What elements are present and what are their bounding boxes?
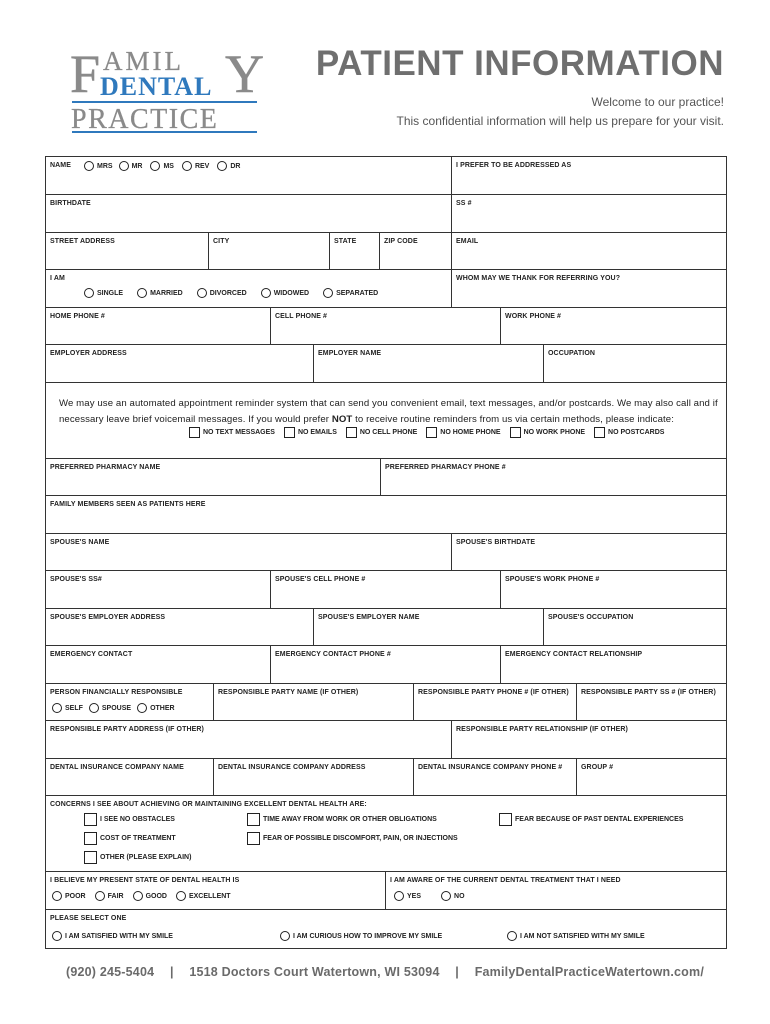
not-satisfied-smile-option[interactable]: I AM NOT SATISFIED WITH MY SMILE [507,931,645,941]
insurance-name-label: DENTAL INSURANCE COMPANY NAME [50,764,184,771]
family-members-label: FAMILY MEMBERS SEEN AS PATIENTS HERE [50,501,206,508]
state-cell[interactable] [329,233,379,269]
name-label: NAME [50,162,72,169]
radio-icon[interactable] [150,161,160,171]
emergency-row [46,646,726,684]
footer-address: 1518 Doctors Court Watertown, WI 53094 [189,965,440,979]
spouse-occupation-cell[interactable] [543,609,726,645]
footer-website[interactable]: FamilyDentalPracticeWatertown.com/ [474,965,705,979]
cell-phone-cell[interactable] [270,308,500,344]
employer-name-cell[interactable] [313,345,543,382]
radio-icon[interactable] [137,288,147,298]
checkbox-icon[interactable] [346,427,357,438]
svg-text:DENTAL: DENTAL [100,72,213,101]
family-members-cell[interactable] [46,496,726,533]
pharmacy-row [46,459,726,496]
concerns-label: CONCERNS I SEE ABOUT ACHIEVING OR MAINTAINING EXCELLENT DENTAL HEALTH ARE: [50,801,367,808]
self-option[interactable]: SELF [52,703,83,713]
ss-label: SS # [456,200,472,207]
radio-icon[interactable] [217,161,227,171]
spouse-employer-name-label: SPOUSE'S EMPLOYER NAME [318,614,420,621]
name-cell[interactable] [46,157,451,194]
radio-icon[interactable] [507,931,517,941]
spouse-employer-row [46,609,726,646]
select-one-label: PLEASE SELECT ONE [50,915,127,922]
checkbox-icon[interactable] [84,851,97,864]
work-phone-label: WORK PHONE # [505,313,562,320]
spouse-birthdate-cell[interactable] [451,534,726,570]
checkbox-icon[interactable] [284,427,295,438]
spouse-occupation-label: SPOUSE'S OCCUPATION [548,614,634,621]
no-option[interactable]: NO [441,891,465,901]
i-am-label: I AM [50,275,65,282]
responsible-relationship-cell[interactable] [451,721,726,758]
emergency-contact-cell[interactable] [46,646,270,683]
radio-icon[interactable] [261,288,271,298]
radio-icon[interactable] [52,891,62,901]
checkbox-icon[interactable] [499,813,512,826]
zip-code-cell[interactable] [379,233,451,269]
pharmacy-phone-label: PREFERRED PHARMACY PHONE # [385,464,506,471]
title-mr-option[interactable]: MR [119,161,143,171]
radio-icon[interactable] [441,891,451,901]
svg-text:F: F [70,44,101,104]
radio-icon[interactable] [197,288,207,298]
concerns-row [46,796,726,872]
svg-text:Y: Y [225,44,264,104]
name-row [46,157,726,195]
aware-treatment-cell [385,872,726,909]
occupation-cell[interactable] [543,345,726,382]
reminder-preferences-row [46,383,726,459]
checkbox-icon[interactable] [84,813,97,826]
responsible-phone-cell[interactable] [413,684,576,720]
marital-status-cell [46,270,451,307]
financially-responsible-cell [46,684,213,720]
birthdate-cell[interactable] [46,195,451,232]
radio-icon[interactable] [52,931,62,941]
responsible-address-cell[interactable] [46,721,451,758]
checkbox-icon[interactable] [247,832,260,845]
insurance-phone-cell[interactable] [413,759,576,795]
responsible-ss-label: RESPONSIBLE PARTY SS # (IF OTHER) [581,689,716,696]
radio-icon[interactable] [137,703,147,713]
radio-icon[interactable] [84,161,94,171]
referral-label: WHOM MAY WE THANK FOR REFERRING YOU? [456,275,621,282]
group-number-label: GROUP # [581,764,614,771]
checkbox-icon[interactable] [84,832,97,845]
employer-name-label: EMPLOYER NAME [318,350,382,357]
spouse-name-label: SPOUSE'S NAME [50,539,110,546]
svg-text:PRACTICE: PRACTICE [71,104,219,135]
radio-icon[interactable] [95,891,105,901]
svg-text:AMIL: AMIL [103,46,184,76]
poor-option[interactable]: POOR [52,891,86,901]
married-option[interactable]: MARRIED [137,288,183,298]
radio-icon[interactable] [323,288,333,298]
insurance-address-label: DENTAL INSURANCE COMPANY ADDRESS [218,764,366,771]
birthdate-label: BIRTHDATE [50,200,91,207]
spouse-option[interactable]: SPOUSE [89,703,131,713]
spouse-name-row [46,534,726,571]
street-address-cell[interactable] [46,233,208,269]
radio-icon[interactable] [133,891,143,901]
spouse-ss-label: SPOUSE'S SS# [50,576,102,583]
home-phone-cell[interactable] [46,308,270,344]
radio-icon[interactable] [394,891,404,901]
checkbox-icon[interactable] [247,813,260,826]
footer-separator: | [169,965,174,979]
spouse-work-phone-label: SPOUSE'S WORK PHONE # [505,576,600,583]
pharmacy-name-cell[interactable] [46,459,380,495]
financial-responsibility-row [46,684,726,721]
title-mrs-option[interactable]: MRS [84,161,113,171]
family-members-row [46,496,726,534]
state-label: STATE [334,238,357,245]
group-number-cell[interactable] [576,759,726,795]
address-row [46,233,726,270]
fear-discomfort-option[interactable]: FEAR OF POSSIBLE DISCOMFORT, PAIN, OR INJECTIONS [247,832,458,845]
radio-icon[interactable] [119,161,129,171]
footer-phone: (920) 245-5404 [65,965,155,979]
preferred-name-label: I PREFER TO BE ADDRESSED AS [456,162,572,169]
radio-icon[interactable] [176,891,186,901]
financially-responsible-label: PERSON FINANCIALLY RESPONSIBLE [50,689,183,696]
radio-icon[interactable] [52,703,62,713]
spouse-employer-address-label: SPOUSE'S EMPLOYER ADDRESS [50,614,166,621]
divorced-option[interactable]: DIVORCED [197,288,247,298]
email-cell[interactable] [451,233,726,269]
no-obstacles-option[interactable]: I SEE NO OBSTACLES [84,813,175,826]
health-state-cell [46,872,385,909]
responsible-name-label: RESPONSIBLE PARTY NAME (IF OTHER) [218,689,359,696]
emergency-phone-label: EMERGENCY CONTACT PHONE # [275,651,391,658]
footer-separator: | [455,965,459,979]
patient-information-form [45,156,727,949]
referral-cell[interactable] [451,270,726,307]
emergency-contact-label: EMERGENCY CONTACT [50,651,133,658]
checkbox-icon[interactable] [510,427,521,438]
family-dental-practice-logo [70,44,264,135]
insurance-row [46,759,726,796]
phones-row [46,308,726,345]
responsible-phone-label: RESPONSIBLE PARTY PHONE # (IF OTHER) [418,689,569,696]
checkbox-icon[interactable] [594,427,605,438]
employer-address-label: EMPLOYER ADDRESS [50,350,127,357]
spouse-cell-phone-label: SPOUSE'S CELL PHONE # [275,576,366,583]
other-concern-option[interactable]: OTHER (PLEASE EXPLAIN) [84,851,191,864]
spouse-phones-row [46,571,726,609]
separated-option[interactable]: SEPARATED [323,288,378,298]
no-work-phone-option[interactable]: NO WORK PHONE [510,427,585,438]
insurance-phone-label: DENTAL INSURANCE COMPANY PHONE # [418,764,563,771]
title-ms-option[interactable]: MS [150,161,174,171]
emergency-relationship-cell[interactable] [500,646,726,683]
single-option[interactable]: SINGLE [84,288,123,298]
spouse-cell-phone-cell[interactable] [270,571,500,608]
footer-contact [0,965,770,979]
responsible-address-label: RESPONSIBLE PARTY ADDRESS (IF OTHER) [50,726,204,733]
street-address-label: STREET ADDRESS [50,238,115,245]
work-phone-cell[interactable] [500,308,726,344]
no-home-phone-option[interactable]: NO HOME PHONE [426,427,500,438]
checkbox-icon[interactable] [189,427,200,438]
pharmacy-phone-cell[interactable] [380,459,726,495]
spouse-employer-address-cell[interactable] [46,609,313,645]
satisfied-smile-option[interactable]: I AM SATISFIED WITH MY SMILE [52,931,173,941]
ss-cell[interactable] [451,195,726,232]
insurance-name-cell[interactable] [46,759,213,795]
employer-row [46,345,726,383]
responsible-address-row [46,721,726,759]
responsible-ss-cell[interactable] [576,684,726,720]
email-label: EMAIL [456,238,479,245]
title-dr-option[interactable]: DR [217,161,240,171]
time-away-option[interactable]: TIME AWAY FROM WORK OR OTHER OBLIGATIONS [247,813,437,826]
spouse-ss-cell[interactable] [46,571,270,608]
radio-icon[interactable] [84,288,94,298]
smile-satisfaction-row [46,910,726,949]
no-text-messages-option[interactable]: NO TEXT MESSAGES [189,427,275,438]
fear-past-option[interactable]: FEAR BECAUSE OF PAST DENTAL EXPERIENCES [499,813,683,826]
spouse-work-phone-cell[interactable] [500,571,726,608]
welcome-text: Welcome to our practice! [591,95,724,109]
insurance-address-cell[interactable] [213,759,413,795]
subtitle-text: This confidential information will help us prepare for your visit. [396,114,724,128]
radio-icon[interactable] [182,161,192,171]
spouse-employer-name-cell[interactable] [313,609,543,645]
emergency-phone-cell[interactable] [270,646,500,683]
title-rev-option[interactable]: REV [182,161,209,171]
cost-option[interactable]: COST OF TREATMENT [84,832,176,845]
zip-code-label: ZIP CODE [384,238,418,245]
employer-address-cell[interactable] [46,345,313,382]
yes-option[interactable]: YES [394,891,421,901]
spouse-birthdate-label: SPOUSE'S BIRTHDATE [456,539,536,546]
fair-option[interactable]: FAIR [95,891,124,901]
cell-phone-label: CELL PHONE # [275,313,328,320]
city-label: CITY [213,238,230,245]
pharmacy-name-label: PREFERRED PHARMACY NAME [50,464,161,471]
spouse-name-cell[interactable] [46,534,451,570]
no-cell-phone-option[interactable]: NO CELL PHONE [346,427,417,438]
occupation-label: OCCUPATION [548,350,596,357]
responsible-relationship-label: RESPONSIBLE PARTY RELATIONSHIP (IF OTHER) [456,726,628,733]
radio-icon[interactable] [280,931,290,941]
page-title: PATIENT INFORMATION [315,44,724,83]
no-emails-option[interactable]: NO EMAILS [284,427,337,438]
other-option[interactable]: OTHER [137,703,175,713]
checkbox-icon[interactable] [426,427,437,438]
responsible-name-cell[interactable] [213,684,413,720]
radio-icon[interactable] [89,703,99,713]
aware-treatment-label: I AM AWARE OF THE CURRENT DENTAL TREATMENT THAT I NEED [390,877,621,884]
preferred-name-cell[interactable] [451,157,726,194]
no-postcards-option[interactable]: NO POSTCARDS [594,427,664,438]
home-phone-label: HOME PHONE # [50,313,105,320]
health-state-label: I BELIEVE MY PRESENT STATE OF DENTAL HEALTH IS [50,877,240,884]
health-state-row [46,872,726,910]
curious-smile-option[interactable]: I AM CURIOUS HOW TO IMPROVE MY SMILE [280,931,442,941]
reminder-paragraph: We may use an automated appointment reminder system that can send you convenient email, text messages, and/or postcards. We may also call and if necessary leave brief voicemail messages. If you would prefer NOT to receive routine reminders from us via certain methods, please indicate: [59,398,718,425]
good-option[interactable]: GOOD [133,891,167,901]
birthdate-row [46,195,726,233]
excellent-option[interactable]: EXCELLENT [176,891,231,901]
city-cell[interactable] [208,233,329,269]
widowed-option[interactable]: WIDOWED [261,288,309,298]
emergency-relationship-label: EMERGENCY CONTACT RELATIONSHIP [505,651,643,658]
marital-status-row [46,270,726,308]
